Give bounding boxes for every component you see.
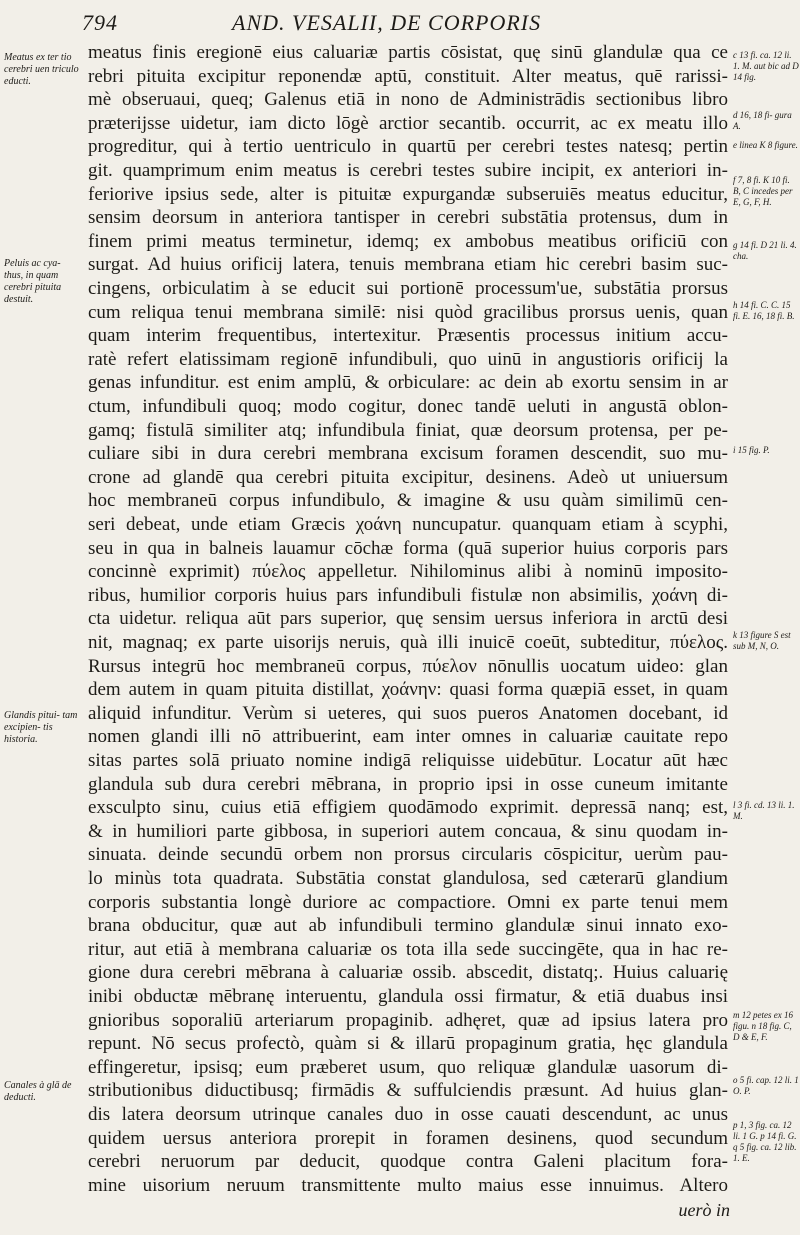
text-line: effingeretur, ipsisq; eum præberet usum, quo reliquæ glandulæ uasorum di-: [88, 1056, 728, 1078]
margin-reference-right: o 5 fi. cap. 12 li. 1 O. P.: [733, 1075, 799, 1096]
text-line: mè obseruaui, queq; Galenus etiā in nono de Administrādis sectionibus libro: [88, 89, 728, 111]
text-line: rebri pituita excipitur reponendæ aptū, constituit. Alter meatus, quē rarissi-: [88, 65, 728, 87]
text-line: genas infunditur. est enim amplū, & orbiculare: ac dein ab exortu sensim in ar: [88, 372, 728, 394]
margin-reference-right: k 13 figure S est sub M, N, O.: [733, 630, 791, 651]
margin-note-left: Peluis ac cya- thus, in quam cerebri pituita destuit.: [4, 258, 62, 305]
text-line: ratè refert elatissimam regionē infundibuli, quo uinū in angustioris orificij la: [88, 348, 728, 370]
text-line: hoc membraneū corpus infundibulo, & imagine & usu quàm similimū cen-: [88, 490, 728, 512]
text-line: git. quamprimum enim meatus is cerebri testes subire incipit, ex anteriori in-: [88, 160, 728, 181]
text-line: progreditur, qui à tertio uentriculo in quartū per cerebri testes natesq; pertin: [88, 136, 728, 158]
margin-reference-right: f 7, 8 fi. K 10 fi. B, C incedes per E, G, F, H.: [733, 175, 793, 207]
margin-note-left: Meatus ex ter tio cerebri uen triculo educti.: [4, 52, 79, 87]
text-line: inibi obductæ mēbranę interuentu, glandula ossi firmatur, & etiā duabus insi: [88, 986, 728, 1007]
text-line: ribus, humilior corporis huius pars infundibuli fistulæ non absimilis, χοάνη di-: [88, 584, 728, 606]
main-text-block: [88, 40, 728, 1220]
margin-reference-right: h 14 fi. C. C. 15 fi. E. 16, 18 fi. B.: [733, 300, 795, 321]
margin-reference-right: d 16, 18 fi- gura A.: [733, 110, 792, 131]
text-line: seu in qua in balneis lauamur cōchæ forma (quā superior huius corporis pars: [88, 537, 728, 559]
margin-reference-right: i 15 fig. P.: [733, 445, 770, 455]
text-line: dis latera deorsum utrinque canales duo in osse cauati descendunt, ac unus: [88, 1104, 728, 1125]
margin-reference-right: m 12 petes ex 16 figu. n 18 fig. C, D & E, F.: [733, 1010, 793, 1042]
text-line: quam interim frequentibus, intertexitur. Præsentis processus initium accu-: [88, 325, 728, 347]
text-line: repunt. Nō secus profectò, quàm si & illarū propaginum gratia, hęc glandula: [88, 1033, 728, 1055]
text-line: ctum, infundibuli quoq; modo cogitur, donec tandē ueluti in angustā oblon-: [88, 396, 728, 417]
text-line: dem autem in quam pituita distillat, χοάνην: quasi forma quæpiā esset, in quam: [88, 679, 728, 701]
text-line: aliquid infunditur. Verùm si ueteres, qui suos pueros Anatomen docebant, id: [88, 702, 728, 724]
text-line: quidem uersus anteriora prorepit in foramen desinens, quod secundum: [88, 1127, 728, 1149]
text-line: stributionibus diductibusq; firmādis & suffulciendis præsunt. Ad huius glan-: [88, 1080, 728, 1102]
text-line: gione dura cerebri mēbrana à caluariæ ossib. abscedit, distatq;. Huius caluarię: [88, 962, 728, 984]
text-line: & in humiliori parte gibbosa, in superiori autem concaua, & sinu quodam in-: [88, 820, 728, 842]
text-line: ritur, aut etiā à membrana caluariæ os tota illa sede succingēte, qua in hac re-: [88, 938, 728, 960]
text-line: gnioribus soporaliū arteriarum propaginib. adhęret, quæ ad ipsius latera pro: [88, 1009, 728, 1031]
margin-reference-right: g 14 fi. D 21 li. 4. cha.: [733, 240, 797, 261]
text-line: cta uidetur. reliqua aūt pars superior, quę sensim uersus inferiora in arctū desi: [88, 608, 728, 630]
text-line: corporis substantia longè duriore ac compactiore. Omni ex parte tenui mem: [88, 891, 728, 913]
text-line: gamq; fistulā similiter atq; infundibula finiat, quæ deorsum protensa, per pe-: [88, 419, 728, 441]
margin-reference-right: c 13 fi. ca. 12 li. 1. M. aut bic ad D 14 fig.: [733, 50, 799, 82]
text-line: nit, magnaq; ex parte uisorijs neruis, quà illi inuicē coeūt, subteditur, πύελος.: [88, 632, 728, 653]
text-line: cum reliqua tenui membrana similē: nisi quòd gracilibus prorsus uenis, quan: [88, 301, 728, 323]
text-line: lo minùs tota quadrata. Substātia constat glandulosa, sed cæterarū glandium: [88, 868, 728, 889]
catchword: uerò in: [678, 1200, 730, 1220]
text-line: meatus finis eregionē eius caluariæ partis cōsistat, quę sinū glandulæ qua ce: [88, 42, 728, 63]
margin-note-left: Glandis pitui- tam excipien- tis historia.: [4, 710, 78, 745]
text-line: Rursus integrū hoc membraneū corpus, πύελον nōnullis uocatum uideo: glan: [88, 655, 728, 677]
text-line: præterijsse uidetur, iam dicto lōgè arctior secantib. occurrit, ac ex meatu illo: [88, 112, 728, 134]
text-line: exsculpto sinu, cuius etiā effigiem quodāmodo exprimit. depressā nanq; est,: [88, 797, 728, 819]
text-line: sinuata. deinde secundū orbem non prorsus circularis cōspicitur, uerùm pau-: [88, 844, 728, 866]
text-line: surgat. Ad huius orificij latera, tenuis membrana etiam hic cerebri basim suc-: [88, 254, 728, 276]
text-line: cingens, orbiculatim à se educit sui portionē processum'ue, substātia prorsus: [88, 278, 728, 299]
text-line: finem primi meatus terminetur, idemq; ex ambobus meatibus orificiū con: [88, 230, 728, 252]
text-line: brana obducitur, quæ aut ab infundibuli termino glandulæ sinui innato exo-: [88, 915, 728, 937]
text-line: concinnè exprimit) πύελος appelletur. Nihilominus alibi à nominū imposito-: [88, 561, 728, 583]
text-line: culiare sibi in dura cerebri membrana excisum foramen descendit, suo mu-: [88, 443, 728, 465]
text-line: sitas partes solā priuato nomine indigā reliquisse uidebūtur. Locatur aūt hæc: [88, 750, 728, 771]
text-line: crone ad glandē qua cerebri pituita excipitur, desinens. Adeò ut uniuersum: [88, 466, 728, 488]
margin-reference-right: l 3 fi. cd. 13 li. 1. M.: [733, 800, 795, 821]
margin-note-left: Canales à glā de deducti.: [4, 1080, 72, 1103]
running-title: AND. VESALII, DE CORPORIS: [232, 10, 542, 35]
page-number: 794: [82, 10, 118, 35]
text-line: seri debeat, unde etiam Græcis χοάνη nuncupatur. quanquam etiam à scyphi,: [88, 514, 728, 535]
text-line: mine uisorium neruum transmittente multo maius esse innuimus. Altero: [88, 1174, 728, 1196]
text-line: sensim deorsum in anteriora tantisper in cerebri substātia protensus, dum in: [88, 207, 728, 229]
text-line: nomen glandi illi nō attribuerint, eam inter omnes in caluariæ cauitate repo: [88, 726, 728, 748]
margin-reference-right: e linea K 8 figure.: [733, 140, 798, 150]
text-line: cerebri neruorum par deducit, quodque contra Galeni placitum fora-: [88, 1151, 728, 1173]
margin-reference-right: p 1, 3 fig. ca. 12 li. 1 G. p 14 fi. G. q 5 fig. ca. 12 lib. 1. E.: [733, 1120, 797, 1163]
text-line: feriorive ipsius sede, alter is pituitæ expurgandæ subseruiēs meatus educitur,: [88, 183, 728, 205]
text-line: glandula sub dura cerebri mēbrana, in proprio ipsi in osse cuneum imitante: [88, 773, 728, 795]
page-header: [82, 8, 682, 38]
